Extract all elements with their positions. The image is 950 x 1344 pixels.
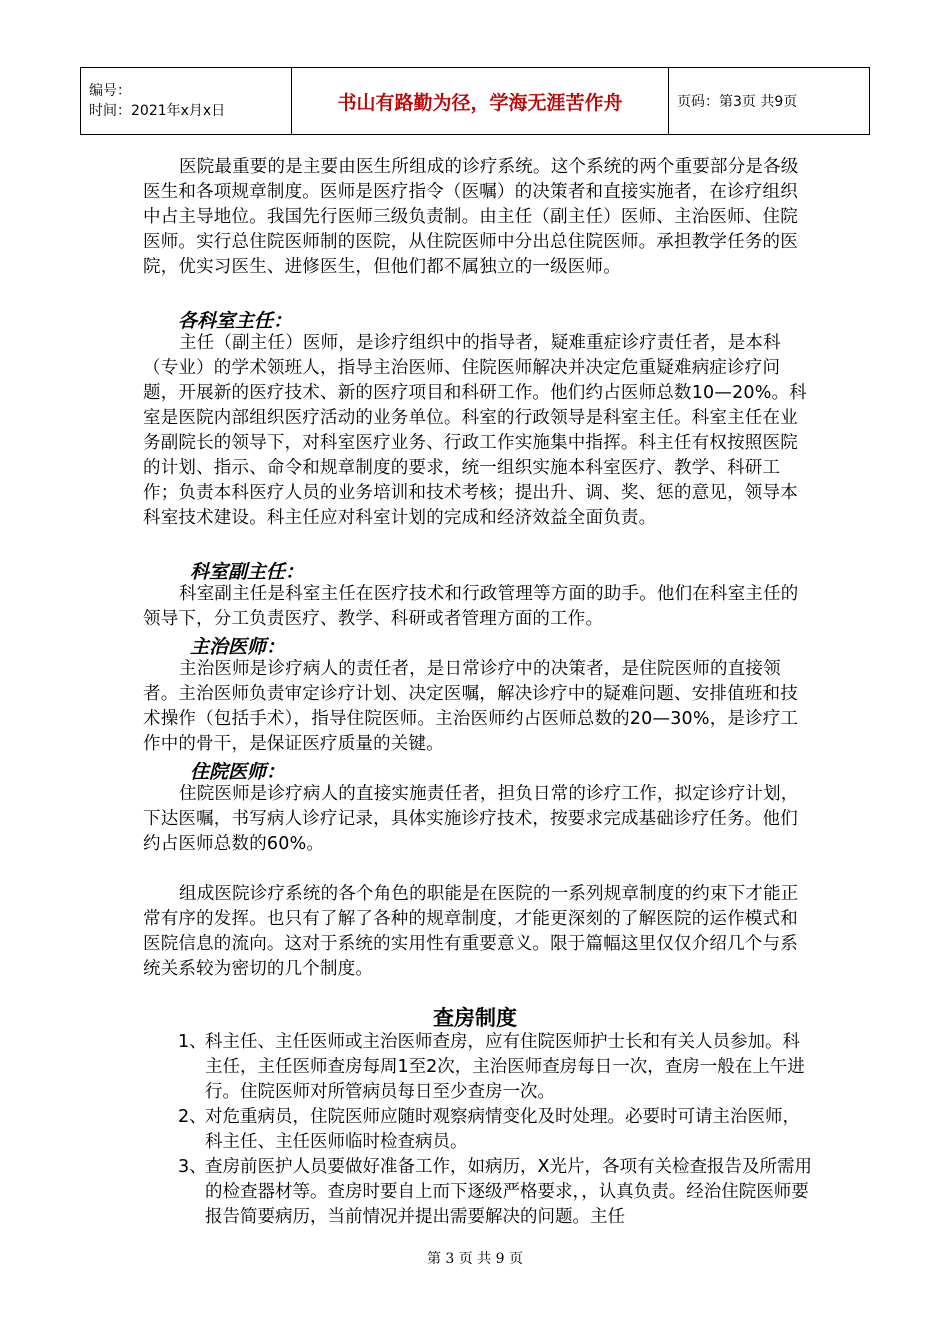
doc-number: 编号： xyxy=(89,83,131,99)
header-motto: 书山有路勤为径，学海无涯苦作舟 xyxy=(292,68,669,135)
resident-paragraph xyxy=(143,782,813,857)
list-text: 对危重病员，住院医师应随时观察病情变化及时处理。必要时可请主治医师，科主任、主任医师临时检查病员。 xyxy=(205,1107,800,1152)
attending-text: 主治医师是诊疗病人的责任者，是日常诊疗中的决策者，是住院医师的直接领者。主治医师负责审定诊疗计划、决定医嘱，解决诊疗中的疑难问题、安排值班和技术操作（包括手术），指导住院医师。主治医师约占医师总数的20—30%，是诊疗工作中的骨干，是保证医疗质量的关键。 xyxy=(143,659,799,754)
deputy-paragraph xyxy=(143,582,813,632)
director-heading: 各科室主任： xyxy=(178,310,293,332)
list-text: 科主任、主任医师或主治医师查房，应有住院医师护士长和有关人员参加。科主任，主任医师查房每周1至2次，主治医师查房每日一次，查房一般在上午进行。住院医师对所管病员每日至少查房一次。 xyxy=(205,1032,805,1102)
page-header xyxy=(80,67,870,135)
list-number: 3、 xyxy=(178,1157,207,1177)
section-title: 查房制度 xyxy=(433,1006,517,1030)
deputy-heading: 科室副主任： xyxy=(190,561,305,583)
director-paragraph xyxy=(143,331,813,531)
summary-text: 组成医院诊疗系统的各个角色的职能是在医院的一系列规章制度的约束下才能正常有序的发挥。也只有了解了各种的规章制度，才能更深刻的了解医院的运作模式和医院信息的流向。这对于系统的实用性有重要意义。限于篇幅这里仅仅介绍几个与系统关系较为密切的几个制度。 xyxy=(143,884,799,979)
attending-heading: 主治医师： xyxy=(190,636,286,658)
page-footer: 第 3 页 共 9 页 xyxy=(426,1251,524,1267)
list-number: 1、 xyxy=(178,1032,207,1052)
director-text: 主任（副主任）医师，是诊疗组织中的指导者，疑难重症诊疗责任者，是本科（专业）的学术领班人，指导主治医师、住院医师解决并决定危重疑难病症诊疗问题，开展新的医疗技术、新的医疗项目和科研工作。他们约占医师总数10—20%。科室是医院内部组织医疗活动的业务单位。科室的行政领导是科室主任。科室主任在业务副院长的领导下，对科室医疗业务、行政工作实施集中指挥。科主任有权按照医院的计划、指示、命令和规章制度的要求，统一组织实施本科室医疗、教学、科研工作；负责本科医疗人员的业务培训和技术考核；提出升、调、奖、惩的意见，领导本科室技术建设。科主任应对科室计划的完成和经济效益全面负责。 xyxy=(143,333,807,528)
doc-time: 时间：2021年x月x日 xyxy=(89,103,226,119)
deputy-text: 科室副主任是科室主任在医疗技术和行政管理等方面的助手。他们在科室主任的领导下，分工负责医疗、教学、科研或者管理方面的工作。 xyxy=(143,584,799,629)
intro-paragraph xyxy=(143,155,813,280)
resident-text: 住院医师是诊疗病人的直接实施责任者，担负日常的诊疗工作，拟定诊疗计划，下达医嘱，书写病人诊疗记录，具体实施诊疗技术，按要求完成基础诊疗任务。他们约占医师总数的60%。 xyxy=(143,784,799,854)
header-page-info: 页码：第3页 共9页 xyxy=(669,68,870,135)
attending-paragraph xyxy=(143,657,813,757)
intro-text: 医院最重要的是主要由医生所组成的诊疗系统。这个系统的两个重要部分是各级医生和各项规章制度。医师是医疗指令（医嘱）的决策者和直接实施者，在诊疗组织中占主导地位。我国先行医师三级负责制。由主任（副主任）医师、主治医师、住院医师。实行总住院医师制的医院，从住院医师中分出总住院医师。承担教学任务的医院，优实习医生、进修医生，但他们都不属独立的一级医师。 xyxy=(143,157,799,277)
summary-paragraph xyxy=(143,882,813,982)
list-text: 查房前医护人员要做好准备工作，如病历，X光片，各项有关检查报告及所需用的检查器材等。查房时要自上而下逐级严格要求，，认真负责。经治住院医师要报告简要病历，当前情况并提出需要解决的问题。主任 xyxy=(205,1157,812,1227)
resident-heading: 住院医师： xyxy=(190,761,286,783)
list-number: 2、 xyxy=(178,1107,207,1127)
header-meta xyxy=(81,68,292,135)
